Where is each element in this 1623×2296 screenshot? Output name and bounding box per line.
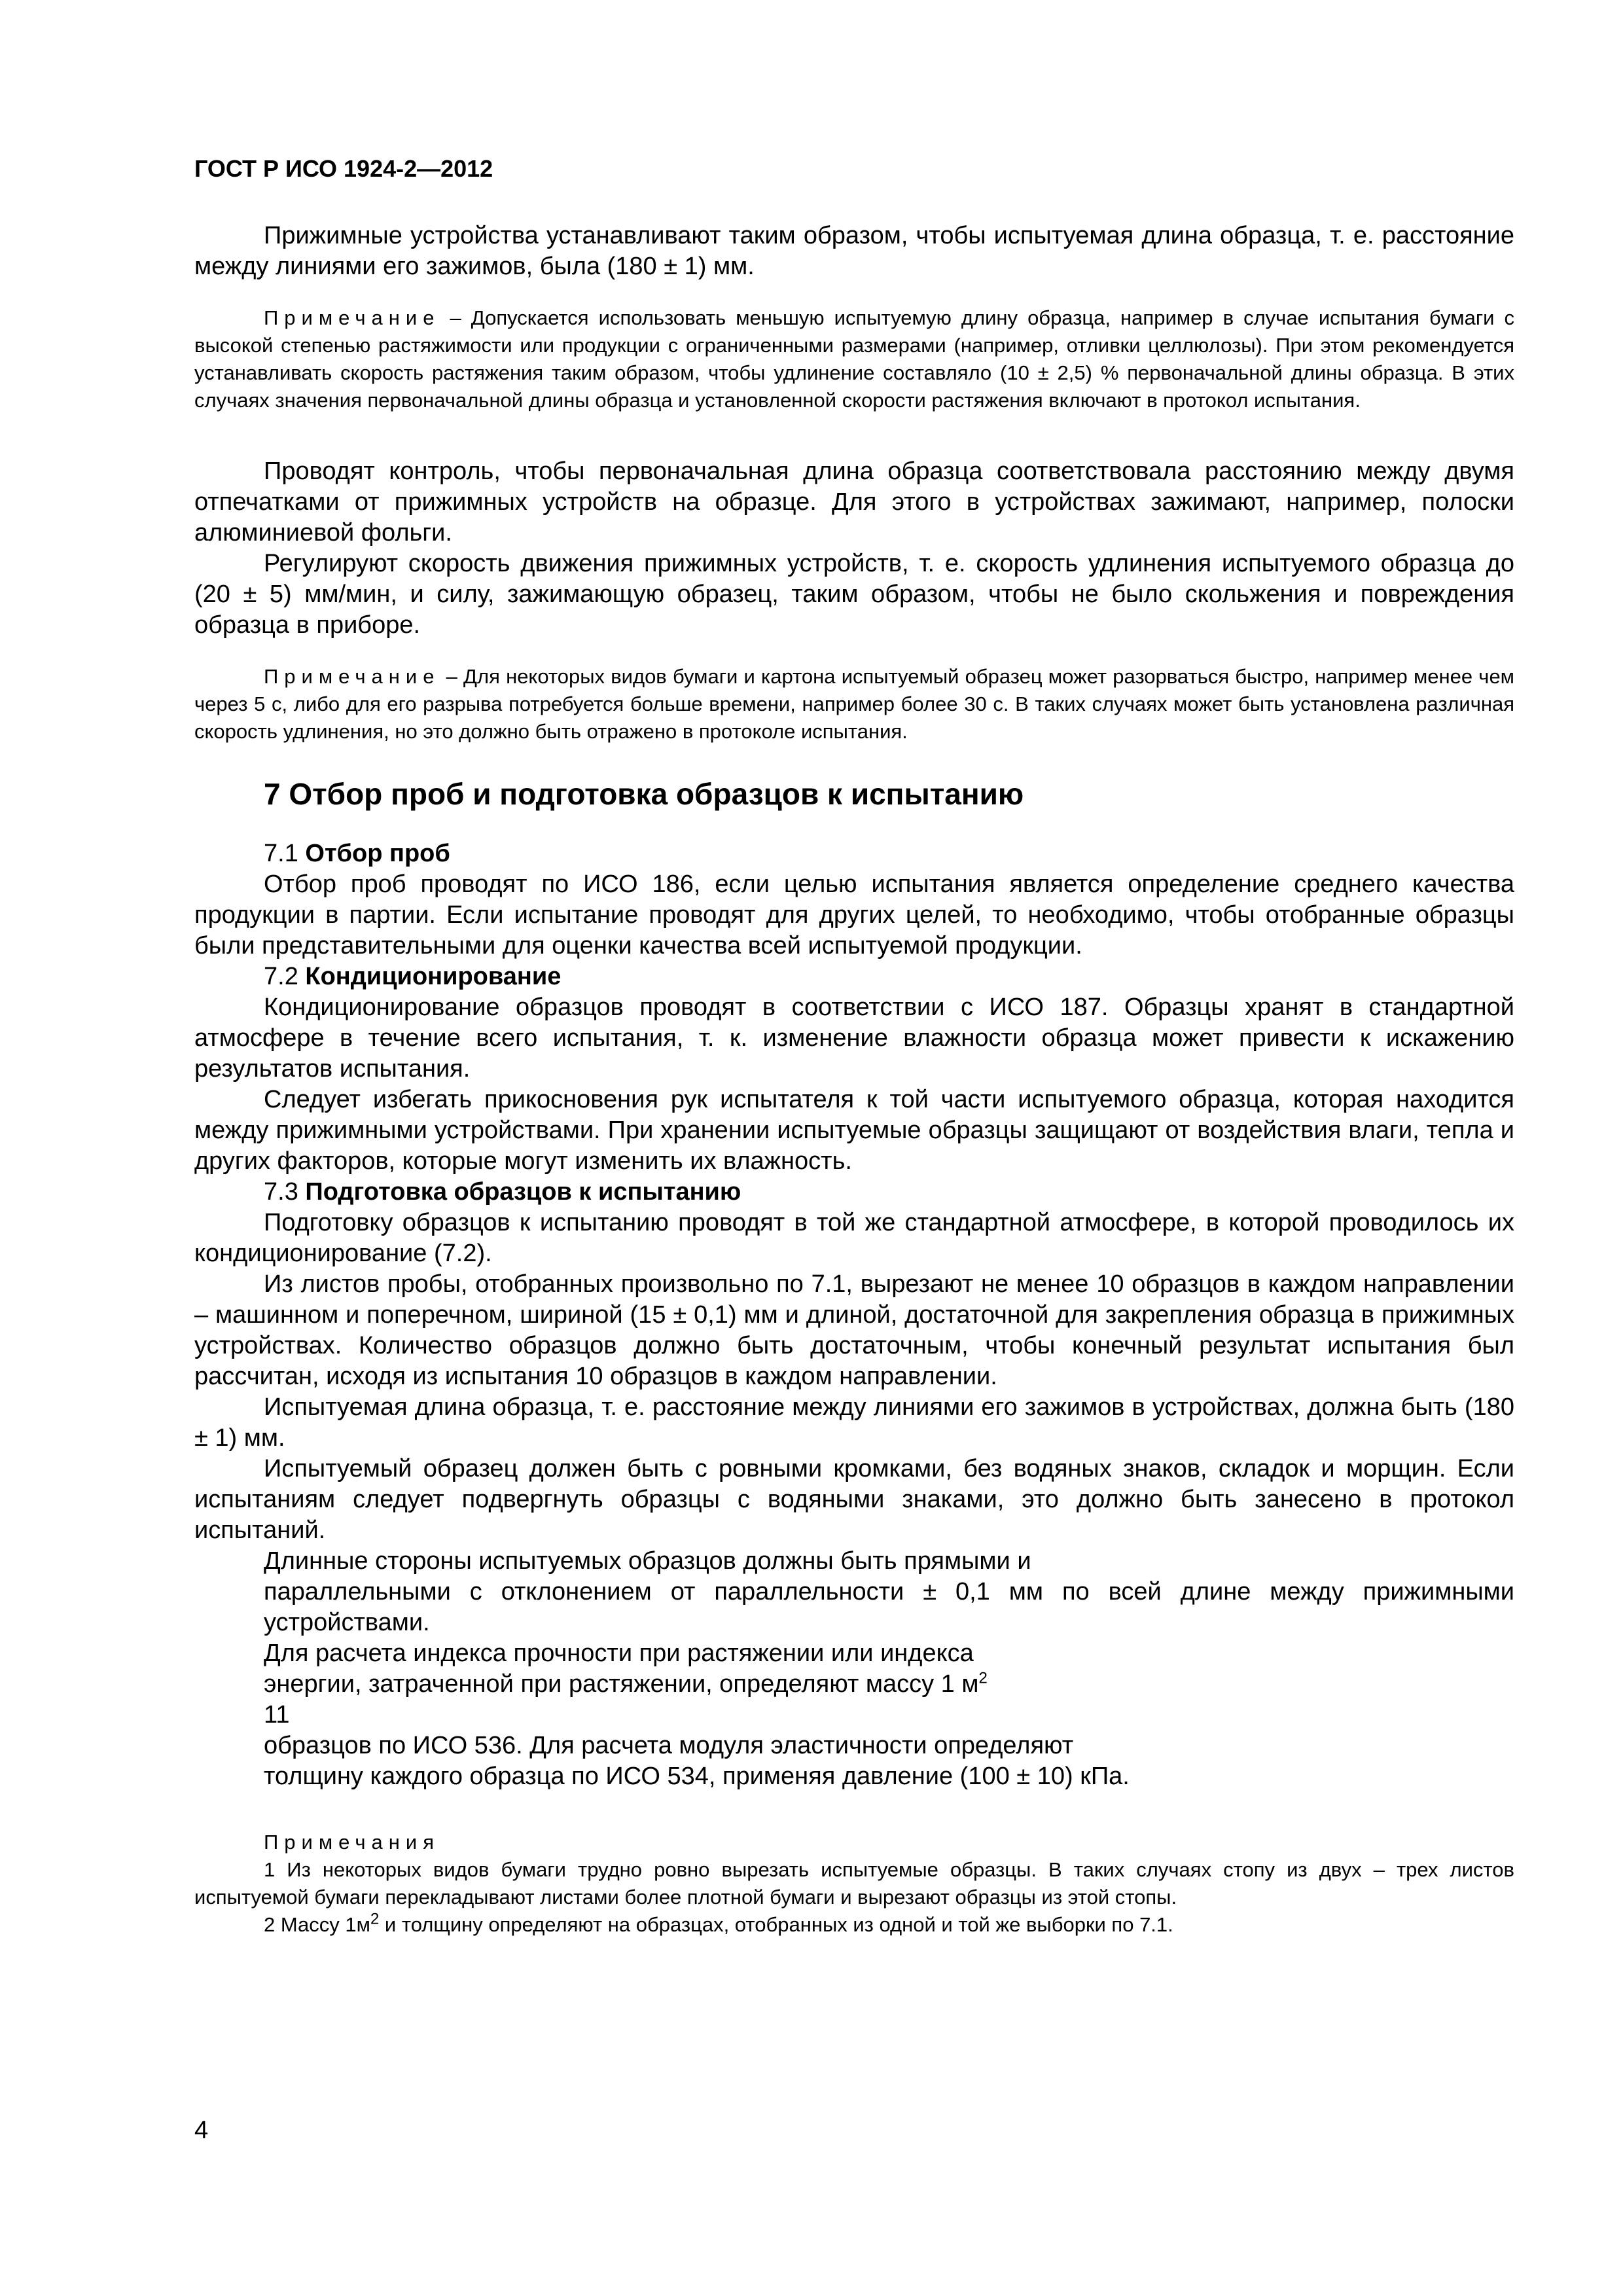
note-shorter-length: [194, 304, 1514, 414]
subsection-title: Кондиционирование: [305, 963, 562, 990]
subsection-7-2-heading: [264, 961, 1514, 992]
paragraph-mass-line5: толщину каждого образца по ИСО 534, применяя давление (100 ± 10) кПа.: [264, 1763, 1130, 1790]
note-1: 1 Из некоторых видов бумаги трудно ровно вырезать испытуемые образцы. В таких случаях стопу из двух – трех листов испытуемой бумаги перекладывают листами более плотной бумаги и вырезают образцы из этой стопы.: [194, 1858, 1514, 1909]
page-number: 4: [194, 2117, 209, 2144]
section-7-title: 7 Отбор проб и подготовка образцов к испытанию: [264, 777, 1024, 811]
paragraph-parallelism: параллельными с отклонением от параллельности ± 0,1 мм по всей длине между прижимными устройствами.: [264, 1578, 1514, 1636]
paragraph-clamp-length: Прижимные устройства устанавливают таким образом, чтобы испытуемая длина образца, т. е. расстояние между линиями его зажимов, была (180 ± 1) мм.: [194, 222, 1514, 280]
paragraph-handling: Следует избегать прикосновения рук испытателя к той части испытуемого образца, которая находится между прижимными устройствами. При хранении испытуемые образцы защищают от воздействия влаги, тепла и других факторов, которые могут изменить их влажность.: [194, 1086, 1514, 1175]
paragraph-sampling: Отбор проб проводят по ИСО 186, если целью испытания является определение среднего качества продукции в партии. Если испытание проводят для других целей, то необходимо, чтобы отобранные образцы были представительными для оценки качества всей испытуемой продукции.: [194, 870, 1514, 960]
paragraph-conditioning: Кондиционирование образцов проводят в соответствии с ИСО 187. Образцы хранят в стандартной атмосфере в течение всего испытания, т. к. изменение влажности образца может привести к искажению результатов испытания.: [194, 994, 1514, 1083]
paragraph-long-sides-line1: Длинные стороны испытуемых образцов должны быть прямыми и: [264, 1547, 1031, 1575]
paragraph-test-length: Испытуемая длина образца, т. е. расстояние между линиями его зажимов в устройствах, должна быть (180 ± 1) мм.: [194, 1393, 1514, 1452]
subsection-number: 7.1: [264, 840, 306, 867]
note-speed: [194, 663, 1514, 745]
subsection-7-1-heading: [264, 838, 1514, 869]
notes-label: Примечания: [264, 1831, 440, 1854]
subsection-7-3-heading: [264, 1177, 1514, 1208]
note-text: – Допускается использовать меньшую испытуемую длину образца, например в случае испытания бумаги с высокой степенью растяжимости или продукции с ограниченными размерами (например, отливки целлюлозы). При этом рекомендуется устанавливать скорость растяжения таким образом, чтобы удлинение составляло (10 ± 2,5) % первоначальной длины образца. В этих случаях значения первоначальной длины образца и установленной скорости растяжения включают в протокол испытания.: [194, 306, 1514, 412]
note-label: Примечание: [264, 306, 440, 329]
note-label: Примечание: [264, 665, 440, 688]
subsection-title: Отбор проб: [305, 840, 450, 867]
document-header: ГОСТ Р ИСО 1924-2—2012: [194, 155, 493, 182]
subsection-title: Подготовка образцов к испытанию: [305, 1178, 741, 1206]
paragraph-mass-line3: 11: [264, 1701, 290, 1729]
subsection-number: 7.2: [264, 963, 306, 990]
paragraph-length-control: Проводят контроль, чтобы первоначальная длина образца соответствовала расстоянию между двумя отпечатками от прижимных устройств на образце. Для этого в устройствах зажимают, например, полоски алюминиевой фольги.: [194, 457, 1514, 547]
paragraph-specimen-edges: Испытуемый образец должен быть с ровными кромками, без водяных знаков, складок и морщин. Если испытаниям следует подвергнуть образцы с водяными знаками, это должно быть занесено в протокол испытаний.: [194, 1455, 1514, 1544]
document-page: [194, 154, 1514, 2150]
paragraph-mass-line2: энергии, затраченной при растяжении, определяют массу 1 $м^2$: [264, 1669, 988, 1698]
superscript: 2: [978, 1669, 988, 1687]
note-2: 2 Массу $1м^2$ и толщину определяют на образцах, отобранных из одной и той же выборки по 7.1.: [264, 1910, 1173, 1936]
paragraph-speed-regulation: Регулируют скорость движения прижимных устройств, т. е. скорость удлинения испытуемого образца до (20 ± 5) мм/мин, и силу, зажимающую образец, таким образом, чтобы не было скольжения и повреждения образца в приборе.: [194, 550, 1514, 639]
subsection-number: 7.3: [264, 1178, 306, 1206]
paragraph-preparation-atmosphere: Подготовку образцов к испытанию проводят в той же стандартной атмосфере, в которой проводилось их кондиционирование (7.2).: [194, 1209, 1514, 1267]
note-text: – Для некоторых видов бумаги и картона испытуемый образец может разорваться быстро, например менее чем через 5 с, либо для его разрыва потребуется больше времени, например более 30 с. В таких случаях может быть установлена различная скорость удлинения, но это должно быть отражено в протоколе испытания.: [194, 665, 1514, 743]
paragraph-mass-line4: образцов по ИСО 536. Для расчета модуля эластичности определяют: [264, 1732, 1074, 1759]
superscript: 2: [370, 1910, 380, 1928]
paragraph-cutting-specimens: Из листов пробы, отобранных произвольно по 7.1, вырезают не менее 10 образцов в каждом направлении – машинном и поперечном, шириной (15 ± 0,1) мм и длиной, достаточной для закрепления образца в прижимных устройствах. Количество образцов должно быть достаточным, чтобы конечный результат испытания был рассчитан, исходя из испытания 10 образцов в каждом направлении.: [194, 1270, 1514, 1390]
paragraph-mass-line1: Для расчета индекса прочности при растяжении или индекса: [264, 1640, 974, 1667]
